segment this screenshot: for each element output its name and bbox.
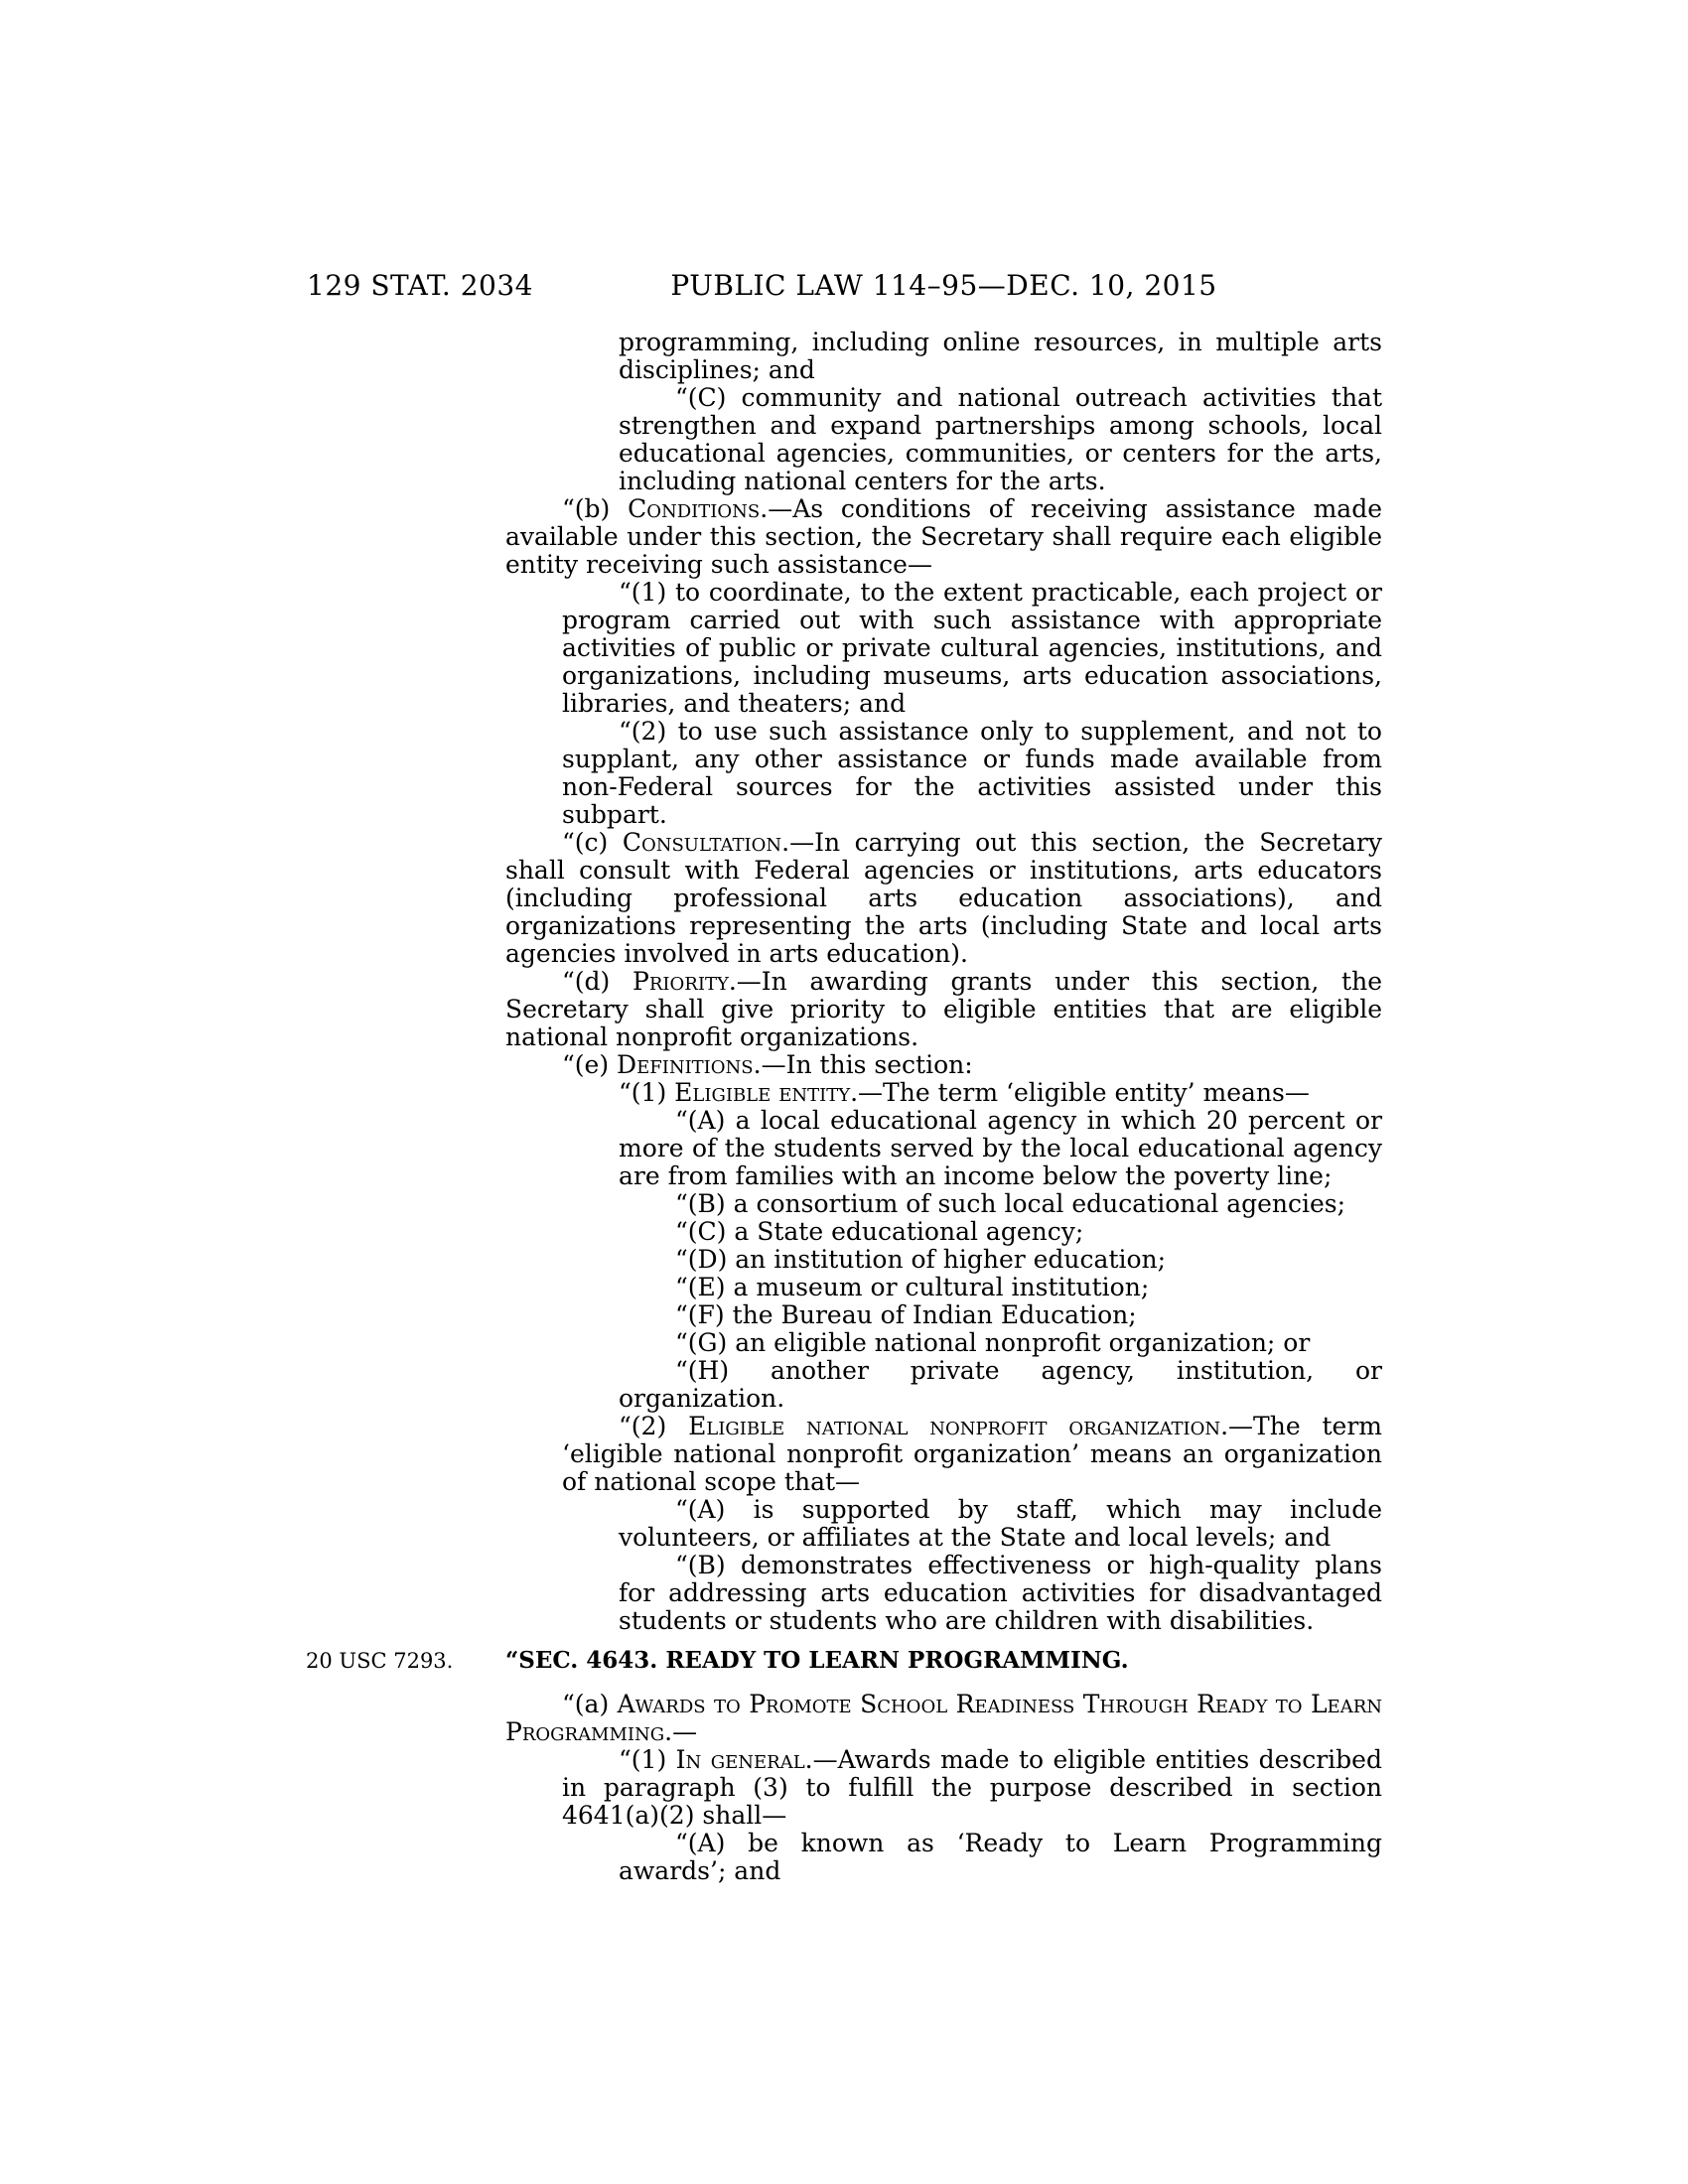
small-caps-label: Eligible entity — [674, 1078, 851, 1107]
statute-paragraph: “(2) to use such assistance only to supplement, and not to supplant, any other assistance or funds made available from non-Federal sources for the activities assisted under this subpart. — [562, 717, 1382, 829]
small-caps-label: Priority — [633, 967, 729, 996]
small-caps-label: Eligible national nonprofit organization — [688, 1412, 1221, 1440]
statute-paragraph: “(H) another private agency, institution, or organization. — [619, 1356, 1382, 1413]
statute-paragraph: “(A) is supported by staff, which may include volunteers, or affiliates at the State and local levels; and — [619, 1495, 1382, 1552]
law-title-header: PUBLIC LAW 114–95—DEC. 10, 2015 — [670, 269, 1217, 302]
us-code-margin-note: 20 USC 7293. — [306, 1649, 454, 1673]
small-caps-label: Awards to Promote School Readiness Through Ready to Learn Programming — [505, 1690, 1383, 1746]
statute-paragraph: “(B) demonstrates effectiveness or high-quality plans for addressing arts education activities for disadvantaged students or students who are children with disabilities. — [619, 1551, 1382, 1635]
statute-paragraph: “(E) a museum or cultural institution; — [675, 1273, 1150, 1301]
statute-body — [306, 328, 1383, 1885]
small-caps-label: Definitions — [617, 1050, 754, 1079]
statute-paragraph: “(C) a State educational agency; — [675, 1217, 1084, 1246]
statute-paragraph: “(1) Eligible entity.—The term ‘eligible entity’ means— — [619, 1078, 1310, 1107]
statute-paragraph: “(a) Awards to Promote School Readiness Through Ready to Learn Programming.— — [505, 1690, 1383, 1746]
statute-paragraph: “(B) a consortium of such local educational agencies; — [675, 1189, 1346, 1218]
stat-page-number: 129 STAT. 2034 — [307, 269, 533, 302]
statute-paragraph: “(e) Definitions.—In this section: — [562, 1050, 973, 1079]
statute-paragraph: “(A) be known as ‘Ready to Learn Programming awards’; and — [619, 1829, 1382, 1885]
statute-paragraph: “(1) to coordinate, to the extent practicable, each project or program carried out with such assistance with appropriate activities of public or private cultural agencies, institutions, and organizations, including museums, arts education associations, libraries, and theaters; and — [562, 578, 1382, 718]
small-caps-label: Consultation — [622, 828, 782, 857]
statute-paragraph: “(c) Consultation.—In carrying out this section, the Secretary shall consult with Federal agencies or institutions, arts educators (including professional arts education associations), and organizations representing the arts (including State and local arts agencies involved in arts education). — [505, 828, 1382, 968]
small-caps-label: In general — [675, 1745, 805, 1774]
statute-paragraph: “(A) a local educational agency in which 20 percent or more of the students served by the local educational agency are from families with an income below the poverty line; — [619, 1106, 1382, 1190]
statute-paragraph: “(F) the Bureau of Indian Education; — [675, 1300, 1137, 1329]
statute-paragraph: “(D) an institution of higher education; — [675, 1245, 1167, 1274]
statute-paragraph: “(1) In general.—Awards made to eligible entities described in paragraph (3) to fulfill the purpose described in section 4641(a)(2) shall— — [562, 1745, 1382, 1830]
statute-paragraph: programming, including online resources, in multiple arts disciplines; and — [619, 328, 1382, 384]
statute-paragraph: “(G) an eligible national nonprofit organization; or — [675, 1328, 1311, 1357]
statute-paragraph: “(d) Priority.—In awarding grants under this section, the Secretary shall give priority to eligible entities that are eligible national nonprofit organizations. — [505, 967, 1382, 1051]
section-heading: “SEC. 4643. READY TO LEARN PROGRAMMING. 20 USC 7293. — [306, 1647, 1129, 1674]
statute-paragraph: “(b) Conditions.—As conditions of receiving assistance made available under this section, the Secretary shall require each eligible entity receiving such assistance— — [505, 494, 1382, 579]
statute-paragraph: “(C) community and national outreach activities that strengthen and expand partnerships among schools, local educational agencies, communities, or centers for the arts, including national centers for the arts. — [619, 383, 1382, 495]
statute-paragraph: “(2) Eligible national nonprofit organization.—The term ‘eligible national nonprofit organization’ means an organization of national scope that— — [562, 1412, 1382, 1496]
small-caps-label: Conditions — [628, 494, 761, 523]
